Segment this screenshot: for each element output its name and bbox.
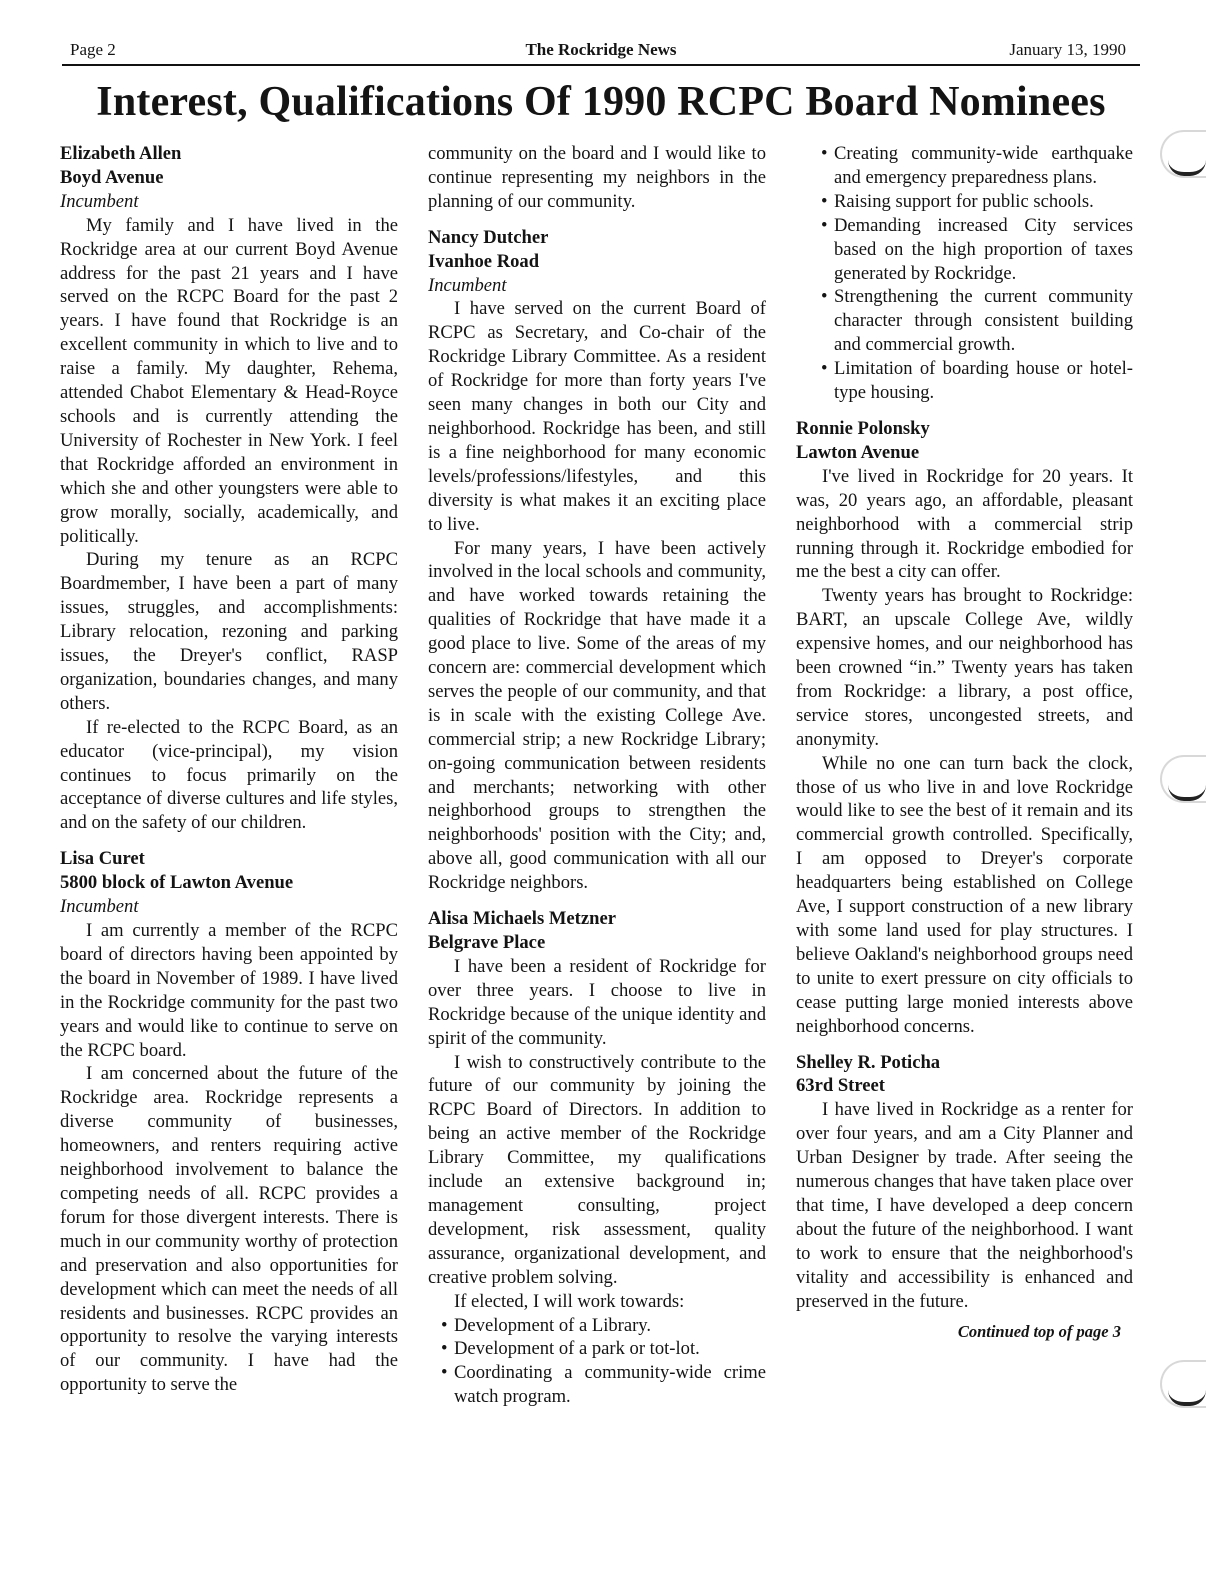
nominee-name: Shelley R. Poticha bbox=[796, 1051, 941, 1073]
nominee-status: Incumbent bbox=[60, 896, 139, 918]
nominee-polonsky bbox=[796, 417, 1133, 1039]
nominee-street: 5800 block of Lawton Avenue bbox=[60, 872, 294, 894]
nominee-poticha bbox=[796, 1051, 1133, 1314]
nominee-street: Boyd Avenue bbox=[60, 166, 164, 188]
statement-paragraph: My family and I have lived in the Rockridge area at our current Boyd Avenue address for the past 21 years and I have served on the RCPC Board for the past 2 years. I have found that Rockridge is an excellent community in which to live and to raise a family. My daughter, Rehema, attended Chabot Elementary & Head-Royce schools and is currently attending the University of Rochester in New York. I feel that Rockridge afforded an environment in which she and other youngsters were able to grow morally, socially, academically, and politically. bbox=[60, 214, 398, 547]
list-item: • Raising support for public schools. bbox=[796, 190, 1133, 214]
column-1 bbox=[60, 142, 398, 1397]
nominee-name: Lisa Curet bbox=[60, 848, 145, 870]
statement-paragraph: I've lived in Rockridge for 20 years. It was, 20 years ago, an affordable, pleasant neighborhood with a commercial strip running through it. Rockridge embodied for me the best a city can offer. bbox=[796, 465, 1133, 583]
column-3 bbox=[796, 142, 1133, 1343]
goals-list bbox=[428, 1314, 766, 1410]
statement-paragraph: For many years, I have been actively involved in the local schools and community, and have worked towards retaining the qualities of Rockridge that have made it a good place to live. Some of the areas of my concern are: commercial development which serves the people of our community, and that is in scale with the existing College Ave. commercial strip; a new Rockridge Library; on-going communication between residents and merchants; networking with other neighborhood groups to strengthen the neighborhoods' position with the City; and, above all, good communication with all our Rockridge neighbors. bbox=[428, 537, 766, 894]
nominee-name: Elizabeth Allen bbox=[60, 143, 182, 164]
nominee-curet bbox=[60, 847, 398, 1397]
page-header bbox=[62, 40, 1140, 64]
nominee-status: Incumbent bbox=[60, 190, 139, 212]
nominee-metzner bbox=[428, 907, 766, 1409]
list-item: • Strengthening the current community character through consistent building and commercial growth. bbox=[796, 285, 1133, 357]
list-item: • Development of a park or tot-lot. bbox=[428, 1337, 766, 1361]
statement-paragraph: During my tenure as an RCPC Boardmember, I have been a part of many issues, struggles, and accomplishments: Library relocation, rezoning and parking issues, the Dreyer's conflict, RASP organization, boundaries changes, and many others. bbox=[60, 549, 398, 714]
goals-list-continued bbox=[796, 142, 1133, 405]
statement-paragraph: I have lived in Rockridge as a renter for over four years, and am a City Planner and Urban Designer by trade. After seeing the numerous changes that have taken place over that time, I have developed a deep concern about the future of the neighborhood. I want to work to ensure that the neighborhood's vitality and accessibility is enhanced and preserved in the future. bbox=[796, 1099, 1133, 1312]
statement-paragraph: I wish to constructively contribute to the future of our community by joining the RCPC Board of Directors. In addition to being an active member of the Rockridge Library Committee, my qualifications include an extensive background in; management consulting, project development, risk assessment, quality assurance, organizational development, and creative problem solving. bbox=[428, 1051, 766, 1288]
statement-paragraph: While no one can turn back the clock, those of us who live in and love Rockridge would like to see the best of it remain and its commercial growth controlled. Specifically, I am opposed to Dreyer's corporate headquarters being established on College Ave, I support construction of a new library with some land used for play structures. I believe Oakland's neighborhood groups need to unite to exert pressure on city officials to cease putting large monied interests above neighborhood concerns. bbox=[796, 752, 1133, 1037]
continued-note: Continued top of page 3 bbox=[957, 1321, 1121, 1341]
nominee-street: 63rd Street bbox=[796, 1075, 885, 1097]
header-rule bbox=[62, 64, 1140, 66]
statement-paragraph-continued: community on the board and I would like to continue representing my neighbors in the planning of our community. bbox=[428, 143, 766, 212]
statement-paragraph: I am currently a member of the RCPC board of directors having been appointed by the board in November of 1989. I have lived in the Rockridge community for the past two years and would like to continue to serve on the RCPC board. bbox=[60, 920, 398, 1061]
statement-paragraph: I have been a resident of Rockridge for over three years. I choose to live in Rockridge because of the unique identity and spirit of the community. bbox=[428, 955, 766, 1049]
issue-date: January 13, 1990 bbox=[1009, 40, 1126, 59]
nominee-dutcher bbox=[428, 226, 766, 895]
statement-paragraph: I am concerned about the future of the Rockridge area. Rockridge represents a diverse community of businesses, homeowners, and renters requiring active neighborhood involvement to balance the competing needs of all. RCPC provides a forum for those divergent interests. There is much in our community worthy of protection and preservation and also opportunities for development which can meet the needs of all residents and businesses. RCPC provides an opportunity to resolve the varying interests of our community. I have had the opportunity to serve the bbox=[60, 1063, 398, 1396]
list-item: • Development of a Library. bbox=[428, 1314, 766, 1338]
nominee-status: Incumbent bbox=[428, 274, 507, 296]
headline: Interest, Qualifications Of 1990 RCPC Board Nominees bbox=[96, 79, 1106, 125]
nominee-street: Lawton Avenue bbox=[796, 441, 920, 463]
nominee-street: Belgrave Place bbox=[428, 932, 546, 953]
statement-paragraph: Twenty years has brought to Rockridge: BART, an upscale College Ave, wildly expensive homes, and our neighborhood has been crowned “in.” Twenty years has taken from Rockridge: a library, a post office, service stores, uncongested streets, and anonymity. bbox=[796, 585, 1133, 750]
nominee-name: Nancy Dutcher bbox=[428, 226, 549, 248]
list-item: • Limitation of boarding house or hotel-type housing. bbox=[796, 357, 1133, 405]
list-item: • Coordinating a community-wide crime watch program. bbox=[428, 1361, 766, 1409]
statement-paragraph: I have served on the current Board of RCPC as Secretary, and Co-chair of the Rockridge Library Committee. As a resident of Rockridge for more than forty years I've seen many changes in both our City and neighborhood. Rockridge has been, and still is a fine neighborhood for many economic levels/professions/lifestyles, and this diversity is what makes it an exciting place to live. bbox=[428, 298, 766, 535]
list-item: • Creating community-wide earthquake and emergency preparedness plans. bbox=[796, 142, 1133, 190]
statement-paragraph: If re-elected to the RCPC Board, as an educator (vice-principal), my vision continues to focus primarily on the acceptance of diverse cultures and life styles, and on the safety of our children. bbox=[60, 716, 398, 834]
column-2 bbox=[428, 142, 766, 1409]
nominee-street: Ivanhoe Road bbox=[428, 250, 540, 272]
nominee-name: Alisa Michaels Metzner bbox=[428, 908, 616, 930]
publication-name: The Rockridge News bbox=[525, 40, 677, 59]
nominee-allen bbox=[60, 142, 398, 835]
page-number: Page 2 bbox=[70, 40, 116, 59]
nominee-name: Ronnie Polonsky bbox=[796, 417, 930, 439]
statement-paragraph: If elected, I will work towards: bbox=[454, 1290, 685, 1312]
list-item: • Demanding increased City services based on the high proportion of taxes generated by Rockridge. bbox=[796, 214, 1133, 286]
